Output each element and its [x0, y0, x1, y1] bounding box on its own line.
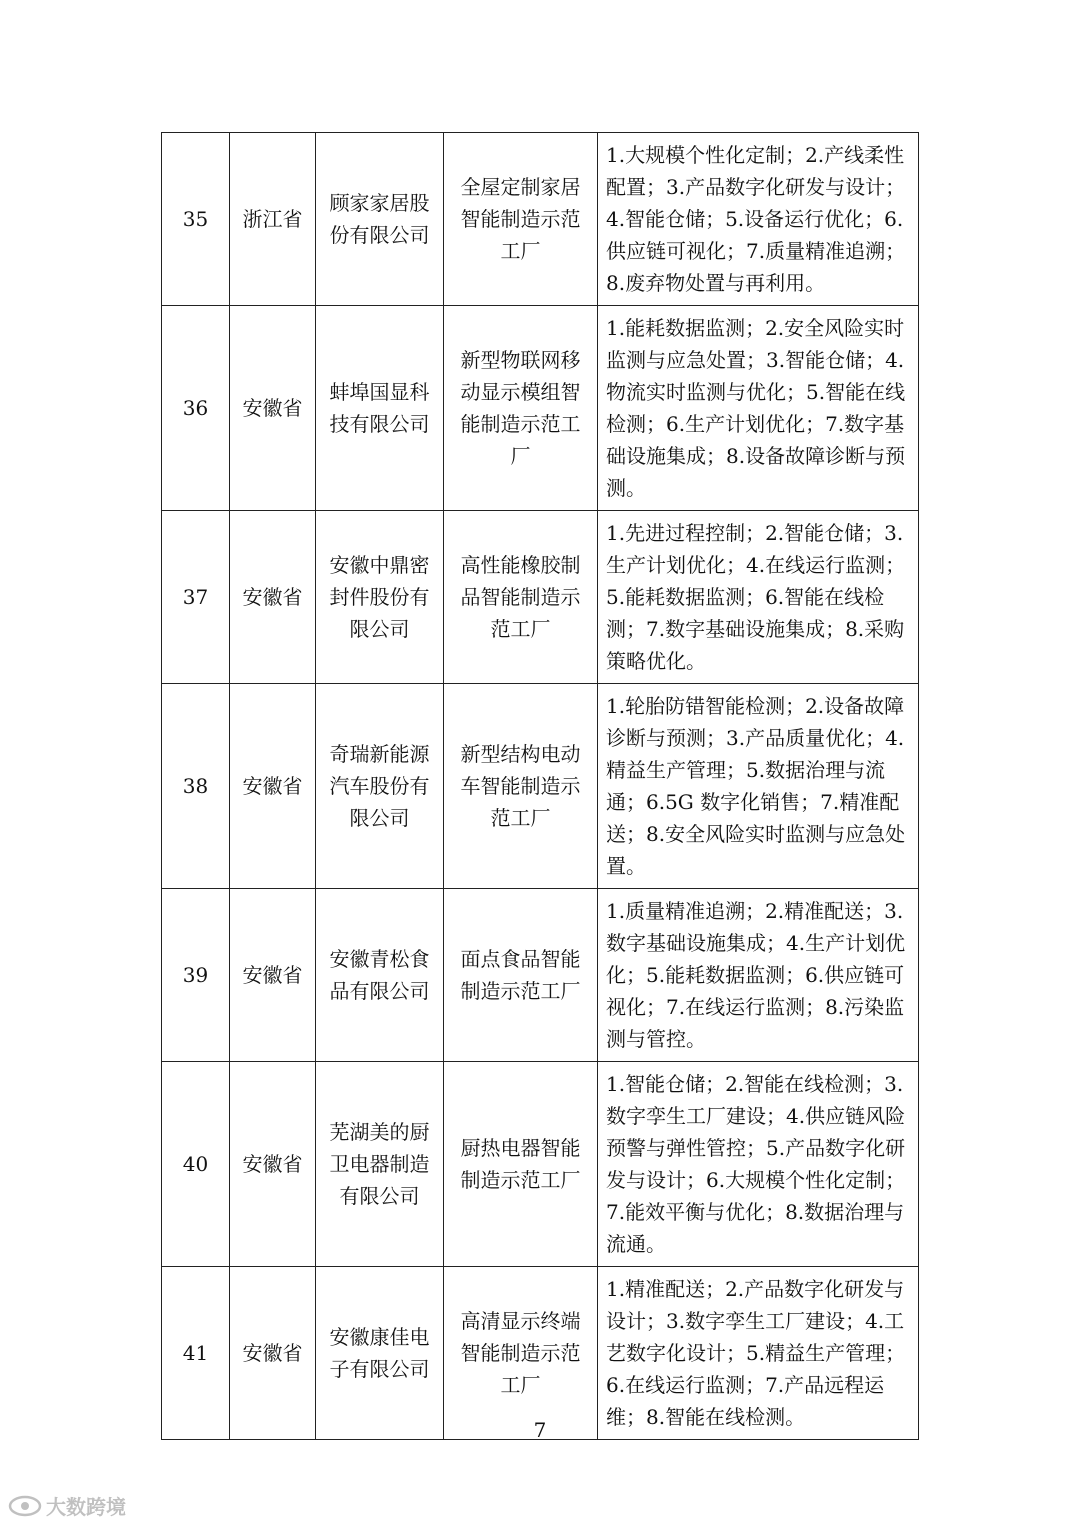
watermark-text: 大数跨境	[46, 1495, 126, 1519]
factory-cell: 高性能橡胶制品智能制造示范工厂	[444, 511, 598, 684]
factory-cell: 面点食品智能制造示范工厂	[444, 889, 598, 1062]
province-cell: 浙江省	[230, 133, 316, 306]
table-row	[162, 684, 919, 889]
watermark	[8, 1491, 126, 1520]
province-cell: 安徽省	[230, 306, 316, 511]
scenarios-cell: 1.精准配送；2.产品数字化研发与设计；3.数字孪生工厂建设；4.工艺数字化设计；5.精益生产管理；6.在线运行监测；7.产品远程运维；8.智能在线检测。	[598, 1267, 919, 1440]
row-number: 36	[162, 306, 230, 511]
table-row	[162, 511, 919, 684]
table-row	[162, 1062, 919, 1267]
factory-cell: 新型结构电动车智能制造示范工厂	[444, 684, 598, 889]
scenarios-cell: 1.能耗数据监测；2.安全风险实时监测与应急处置；3.智能仓储；4.物流实时监测与优化；5.智能在线检测；6.生产计划优化；7.数字基础设施集成；8.设备故障诊断与预测。	[598, 306, 919, 511]
province-cell: 安徽省	[230, 1062, 316, 1267]
province-cell: 安徽省	[230, 511, 316, 684]
table-row	[162, 306, 919, 511]
scenarios-cell: 1.大规模个性化定制；2.产线柔性配置；3.产品数字化研发与设计；4.智能仓储；5.设备运行优化；6.供应链可视化；7.质量精准追溯；8.废弃物处置与再利用。	[598, 133, 919, 306]
page-number: 7	[533, 1418, 547, 1442]
company-cell: 蚌埠国显科技有限公司	[316, 306, 444, 511]
row-number: 39	[162, 889, 230, 1062]
row-number: 40	[162, 1062, 230, 1267]
eye-logo-icon	[8, 1495, 42, 1517]
company-cell: 顾家家居股份有限公司	[316, 133, 444, 306]
table-row	[162, 1267, 919, 1440]
scenarios-cell: 1.智能仓储；2.智能在线检测；3.数字孪生工厂建设；4.供应链风险预警与弹性管控；5.产品数字化研发与设计；6.大规模个性化定制；7.能效平衡与优化；8.数据治理与流通。	[598, 1062, 919, 1267]
table-row	[162, 889, 919, 1062]
factory-cell: 新型物联网移动显示模组智能制造示范工厂	[444, 306, 598, 511]
province-cell: 安徽省	[230, 889, 316, 1062]
company-cell: 安徽康佳电子有限公司	[316, 1267, 444, 1440]
row-number: 37	[162, 511, 230, 684]
row-number: 41	[162, 1267, 230, 1440]
company-cell: 奇瑞新能源汽车股份有限公司	[316, 684, 444, 889]
factory-cell: 高清显示终端智能制造示范工厂	[444, 1267, 598, 1440]
table-row	[162, 133, 919, 306]
factory-cell: 厨热电器智能制造示范工厂	[444, 1062, 598, 1267]
demonstration-factory-table	[161, 132, 919, 1440]
company-cell: 安徽青松食品有限公司	[316, 889, 444, 1062]
province-cell: 安徽省	[230, 684, 316, 889]
scenarios-cell: 1.轮胎防错智能检测；2.设备故障诊断与预测；3.产品质量优化；4.精益生产管理；5.数据治理与流通；6.5G 数字化销售；7.精准配送；8.安全风险实时监测与应急处置。	[598, 684, 919, 889]
company-cell: 安徽中鼎密封件股份有限公司	[316, 511, 444, 684]
row-number: 35	[162, 133, 230, 306]
row-number: 38	[162, 684, 230, 889]
scenarios-cell: 1.质量精准追溯；2.精准配送；3.数字基础设施集成；4.生产计划优化；5.能耗数据监测；6.供应链可视化；7.在线运行监测；8.污染监测与管控。	[598, 889, 919, 1062]
province-cell: 安徽省	[230, 1267, 316, 1440]
factory-cell: 全屋定制家居智能制造示范工厂	[444, 133, 598, 306]
scenarios-cell: 1.先进过程控制；2.智能仓储；3.生产计划优化；4.在线运行监测；5.能耗数据监测；6.智能在线检测；7.数字基础设施集成；8.采购策略优化。	[598, 511, 919, 684]
company-cell: 芜湖美的厨卫电器制造有限公司	[316, 1062, 444, 1267]
